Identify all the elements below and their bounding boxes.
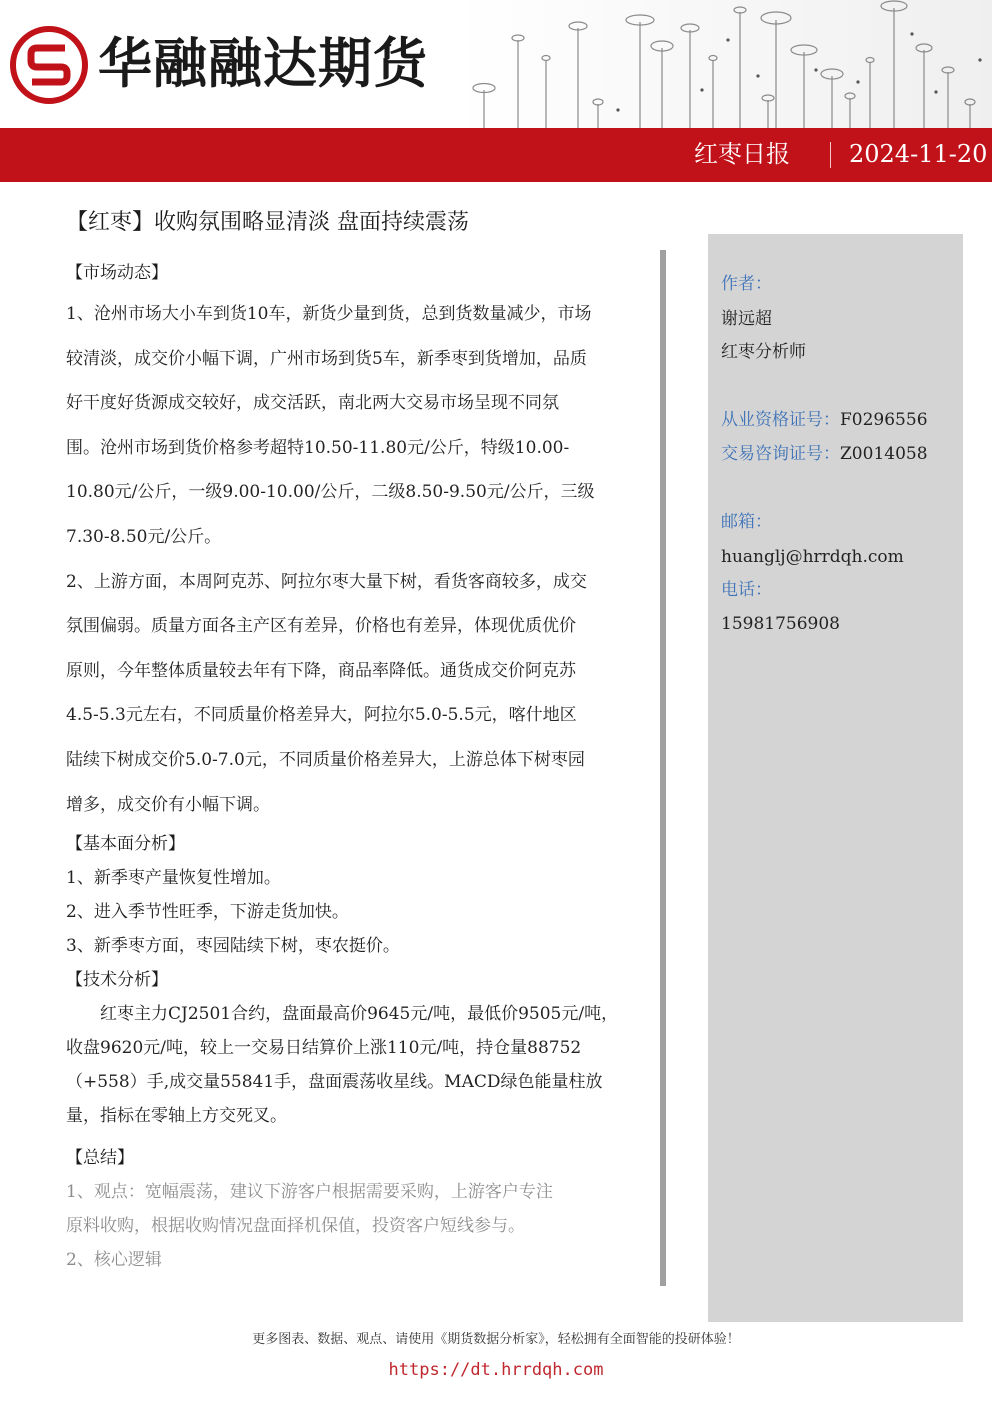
- text-line: 7.30-8.50元/公斤。: [66, 526, 222, 547]
- report-name: 红枣日报: [694, 140, 790, 168]
- market-paragraph-2: [66, 560, 646, 828]
- phone-label: 电话：: [721, 580, 772, 600]
- text-line: 增多，成交价有小幅下调。: [66, 794, 270, 815]
- text-line: 红枣主力CJ2501合约，盘面最高价9645元/吨，最低价9505元/吨，: [66, 1004, 619, 1025]
- text-line: 4.5-5.3元左右，不同质量价格差异大，阿拉尔5.0-5.5元，喀什地区: [66, 705, 577, 726]
- brand-name: 华融融达期货: [98, 32, 428, 95]
- text-line: 1、沧州市场大小车到货10车，新货少量到货，总到货数量减少，市场: [66, 304, 592, 324]
- text-line: 2、核心逻辑: [66, 1250, 162, 1271]
- text-line: 收盘9620元/吨，较上一交易日结算价上涨110元/吨，持仓量88752: [66, 1038, 582, 1059]
- phone-number: 15981756908: [721, 614, 840, 634]
- company-logo-icon: [10, 26, 88, 104]
- report-banner: [0, 128, 992, 182]
- text-line: 原则，今年整体质量较去年有下降，商品率降低。通货成交价阿克苏: [66, 660, 576, 681]
- technical-heading: 【技术分析】: [66, 970, 168, 991]
- footer-note: 更多图表、数据、观点、请使用《期货数据分析家》，轻松拥有全面智能的投研体验！: [252, 1332, 740, 1347]
- text-line: 好干度好货源成交较好，成交活跃，南北两大交易市场呈现不同氛: [66, 393, 559, 414]
- text-line: 量，指标在零轴上方交死叉。: [66, 1106, 287, 1127]
- text-line: 氛围偏弱。质量方面各主产区有差异，价格也有差异，体现优质优价: [66, 616, 576, 637]
- report-header: [0, 0, 992, 182]
- text-line: 围。沧州市场到货价格参考超特10.50-11.80元/公斤，特级10.00-: [66, 437, 570, 458]
- text-line: 2、上游方面，本周阿克苏、阿拉尔枣大量下树，看货客商较多，成交: [66, 571, 587, 592]
- summary-paragraph: [66, 1175, 646, 1277]
- article-body: [66, 256, 646, 1277]
- text-line: 陆续下树成交价5.0-7.0元，不同质量价格差异大，上游总体下树枣园: [66, 749, 585, 770]
- consult-row: [721, 440, 928, 468]
- text-line: 较清淡，成交价小幅下调，广州市场到货5车，新季枣到货增加，品质: [66, 348, 587, 369]
- email-label: 邮箱：: [721, 512, 772, 532]
- author-title: 红枣分析师: [721, 342, 806, 362]
- header-decoration: [458, 0, 992, 128]
- report-date: 2024-11-20: [849, 140, 988, 168]
- qualification-row: [721, 406, 928, 434]
- consult-number: Z0014058: [840, 444, 928, 464]
- market-heading: 【市场动态】: [66, 263, 168, 283]
- article-title: 【红枣】收购氛围略显清淡 盘面持续震荡: [66, 210, 469, 235]
- qualification-number: F0296556: [840, 410, 928, 430]
- author-sidebar: [708, 234, 963, 1322]
- text-line: 10.80元/公斤，一级9.00-10.00/公斤，二级8.50-9.50元/公斤，三级: [66, 482, 595, 503]
- fundamental-list: [66, 861, 646, 963]
- footer-link[interactable]: https://dt.hrrdqh.com: [388, 1360, 604, 1380]
- email-address[interactable]: huanglj@hrrdqh.com: [721, 547, 904, 567]
- market-paragraph-1: [66, 292, 646, 560]
- text-line: 1、观点：宽幅震荡，建议下游客户根据需要采购，上游客户专注: [66, 1182, 553, 1203]
- banner-divider: [830, 142, 831, 168]
- list-item: 2、进入季节性旺季，下游走货加快。: [66, 902, 349, 923]
- author-label: 作者：: [721, 274, 772, 294]
- text-line: 原料收购，根据收购情况盘面择机保值，投资客户短线参与。: [66, 1216, 525, 1237]
- column-divider: [660, 250, 666, 1286]
- summary-heading: 【总结】: [66, 1148, 134, 1169]
- consult-label: 交易咨询证号：: [721, 444, 840, 464]
- technical-paragraph: [66, 997, 646, 1133]
- qualification-label: 从业资格证号：: [721, 410, 840, 430]
- list-item: 1、新季枣产量恢复性增加。: [66, 868, 281, 889]
- fundamental-heading: 【基本面分析】: [66, 834, 185, 855]
- text-line: （+558）手,成交量55841手，盘面震荡收星线。MACD绿色能量柱放: [66, 1072, 603, 1093]
- list-item: 3、新季枣方面，枣园陆续下树，枣农挺价。: [66, 936, 400, 957]
- author-name: 谢远超: [721, 309, 772, 329]
